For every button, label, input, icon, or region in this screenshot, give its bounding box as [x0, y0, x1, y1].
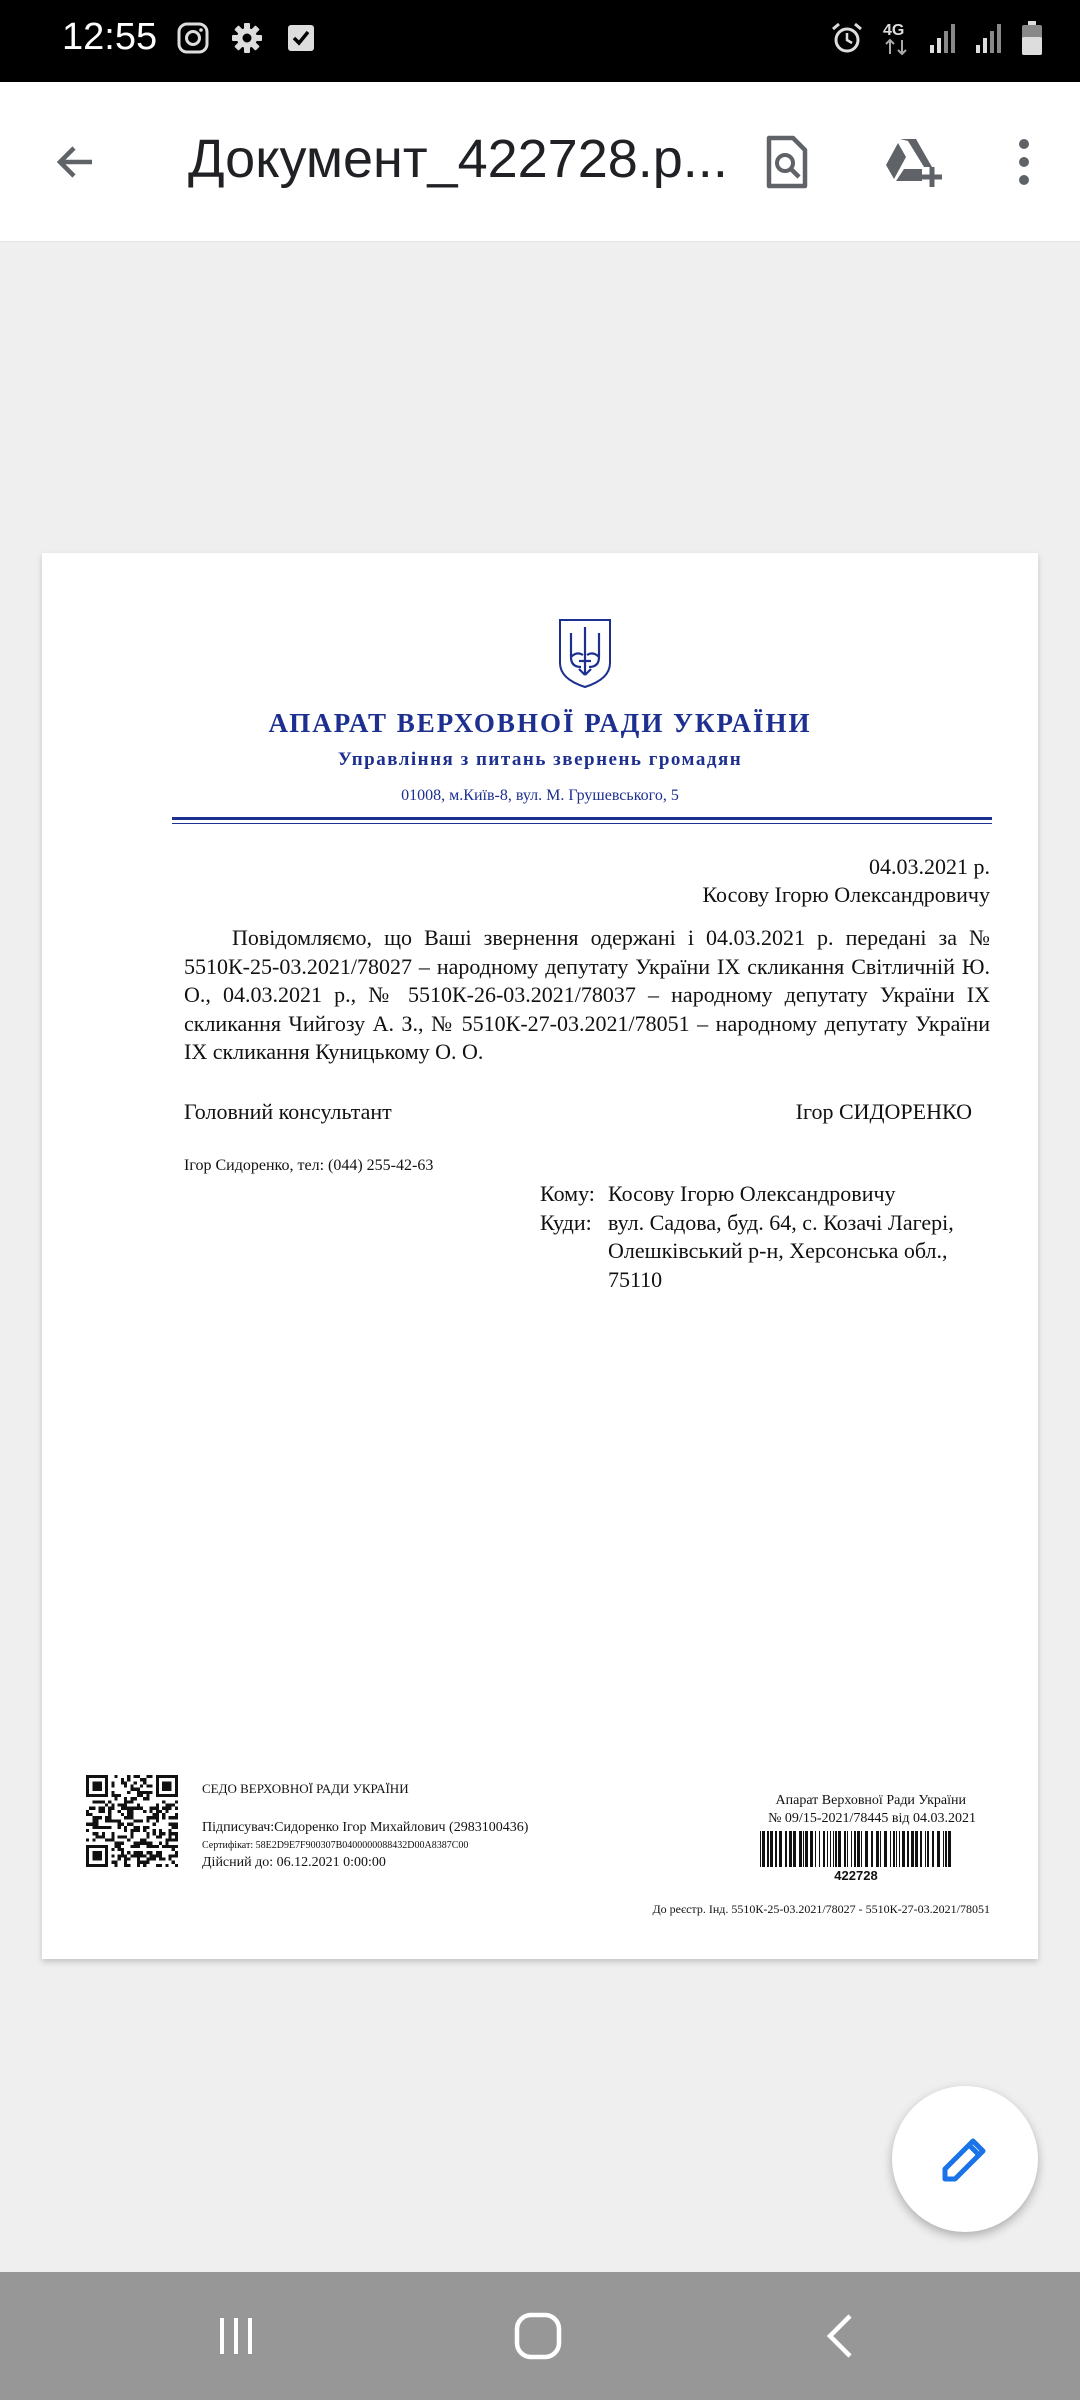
sedo-signer: Підписувач:Сидоренко Ігор Михайлович (2983100436)	[202, 1820, 529, 1835]
add-to-drive-icon	[880, 135, 944, 189]
letter-body: Повідомляємо, що Ваші звернення одержані і 04.03.2021 р. передані за № 5510К-25-03.2021/78027 – народному депутату України IX скликання Світличній Ю. О., 04.03.2021 р., № 5510К-26-03.2021/78037 – народному депутату України IX скликання Чийгозу А. З., № 5510К-27-03.2021/78051 – народному депутату України IX скликання Куницькому О. О.	[184, 925, 990, 1064]
arrow-back-icon	[52, 138, 100, 186]
status-notification-icons	[175, 20, 319, 56]
instagram-icon	[175, 20, 211, 56]
header-divider-thin	[172, 823, 992, 824]
back-nav-icon	[820, 2310, 860, 2362]
sedo-validity: Дійсний до: 06.12.2021 0:00:00	[202, 1855, 386, 1870]
gear-icon	[229, 20, 265, 56]
organization-address: 01008, м.Київ-8, вул. М. Грушевського, 5	[401, 787, 679, 804]
home-icon	[512, 2310, 564, 2362]
find-in-document-button[interactable]	[750, 126, 822, 198]
more-options-icon	[1014, 136, 1034, 188]
stamp-organization: Апарат Верховної Ради України	[775, 1793, 966, 1808]
back-button[interactable]	[40, 126, 112, 198]
checkbox-icon	[283, 20, 319, 56]
letter-date: 04.03.2021 р.	[869, 854, 990, 879]
edit-pencil-icon	[937, 2131, 993, 2187]
system-nav-bar	[0, 2272, 1080, 2400]
recent-apps-button[interactable]	[196, 2296, 276, 2376]
document-viewer[interactable]	[0, 242, 1080, 2272]
status-time: 12:55	[62, 16, 158, 58]
where-label: Куди:	[540, 1209, 592, 1235]
signal-icon	[928, 21, 958, 55]
signer-name: Ігор СИДОРЕНКО	[795, 1099, 972, 1124]
stamp-number: № 09/15-2021/78445 від 04.03.2021	[768, 1811, 976, 1826]
organization-title: АПАРАТ ВЕРХОВНОЇ РАДИ УКРАЇНИ	[268, 708, 812, 738]
delivery-address-block	[540, 1180, 998, 1294]
sedo-certificate: Сертифікат: 58E2D9E7F900307B0400000088432D00A8387C00	[202, 1840, 469, 1851]
document-page	[42, 553, 1038, 1959]
app-bar	[0, 82, 1080, 242]
registration-reference: До реєстр. Інд. 5510К-25-03.2021/78027 - 5510К-27-03.2021/78051	[652, 1902, 990, 1916]
barcode-number: 422728	[834, 1868, 878, 1883]
recent-apps-icon	[212, 2312, 260, 2360]
back-nav-button[interactable]	[800, 2296, 880, 2376]
signal-icon	[974, 21, 1004, 55]
status-system-icons	[828, 18, 1044, 58]
signer-position: Головний консультант	[184, 1099, 392, 1124]
more-options-button[interactable]	[988, 126, 1060, 198]
alarm-icon	[828, 19, 866, 57]
find-in-document-icon	[761, 134, 811, 190]
organization-subtitle: Управління з питань звернень громадян	[337, 749, 743, 770]
document-title: Документ_422728.p...	[188, 129, 728, 189]
network-4g-icon	[882, 18, 912, 58]
where-value: вул. Садова, буд. 64, с. Козачі Лагері, Олешківський р-н, Херсонська обл., 75110	[608, 1209, 954, 1292]
sedo-title: СЕДО ВЕРХОВНОЇ РАДИ УКРАЇНИ	[202, 1781, 409, 1796]
trident-emblem-icon	[557, 617, 613, 694]
qr-code-icon	[86, 1775, 178, 1867]
to-value: Косову Ігорю Олександровичу	[608, 1181, 896, 1206]
contact-info: Ігор Сидоренко, тел: (044) 255-42-63	[184, 1157, 434, 1174]
edit-fab-button[interactable]	[892, 2086, 1038, 2232]
svg-text:4G: 4G	[883, 22, 905, 39]
barcode-icon	[760, 1831, 952, 1867]
header-divider	[172, 817, 992, 820]
add-to-drive-button[interactable]	[876, 126, 948, 198]
to-label: Кому:	[540, 1181, 595, 1206]
letter-recipient: Косову Ігорю Олександровичу	[702, 882, 990, 907]
battery-icon	[1020, 19, 1044, 57]
status-bar	[0, 0, 1080, 82]
home-button[interactable]	[498, 2296, 578, 2376]
